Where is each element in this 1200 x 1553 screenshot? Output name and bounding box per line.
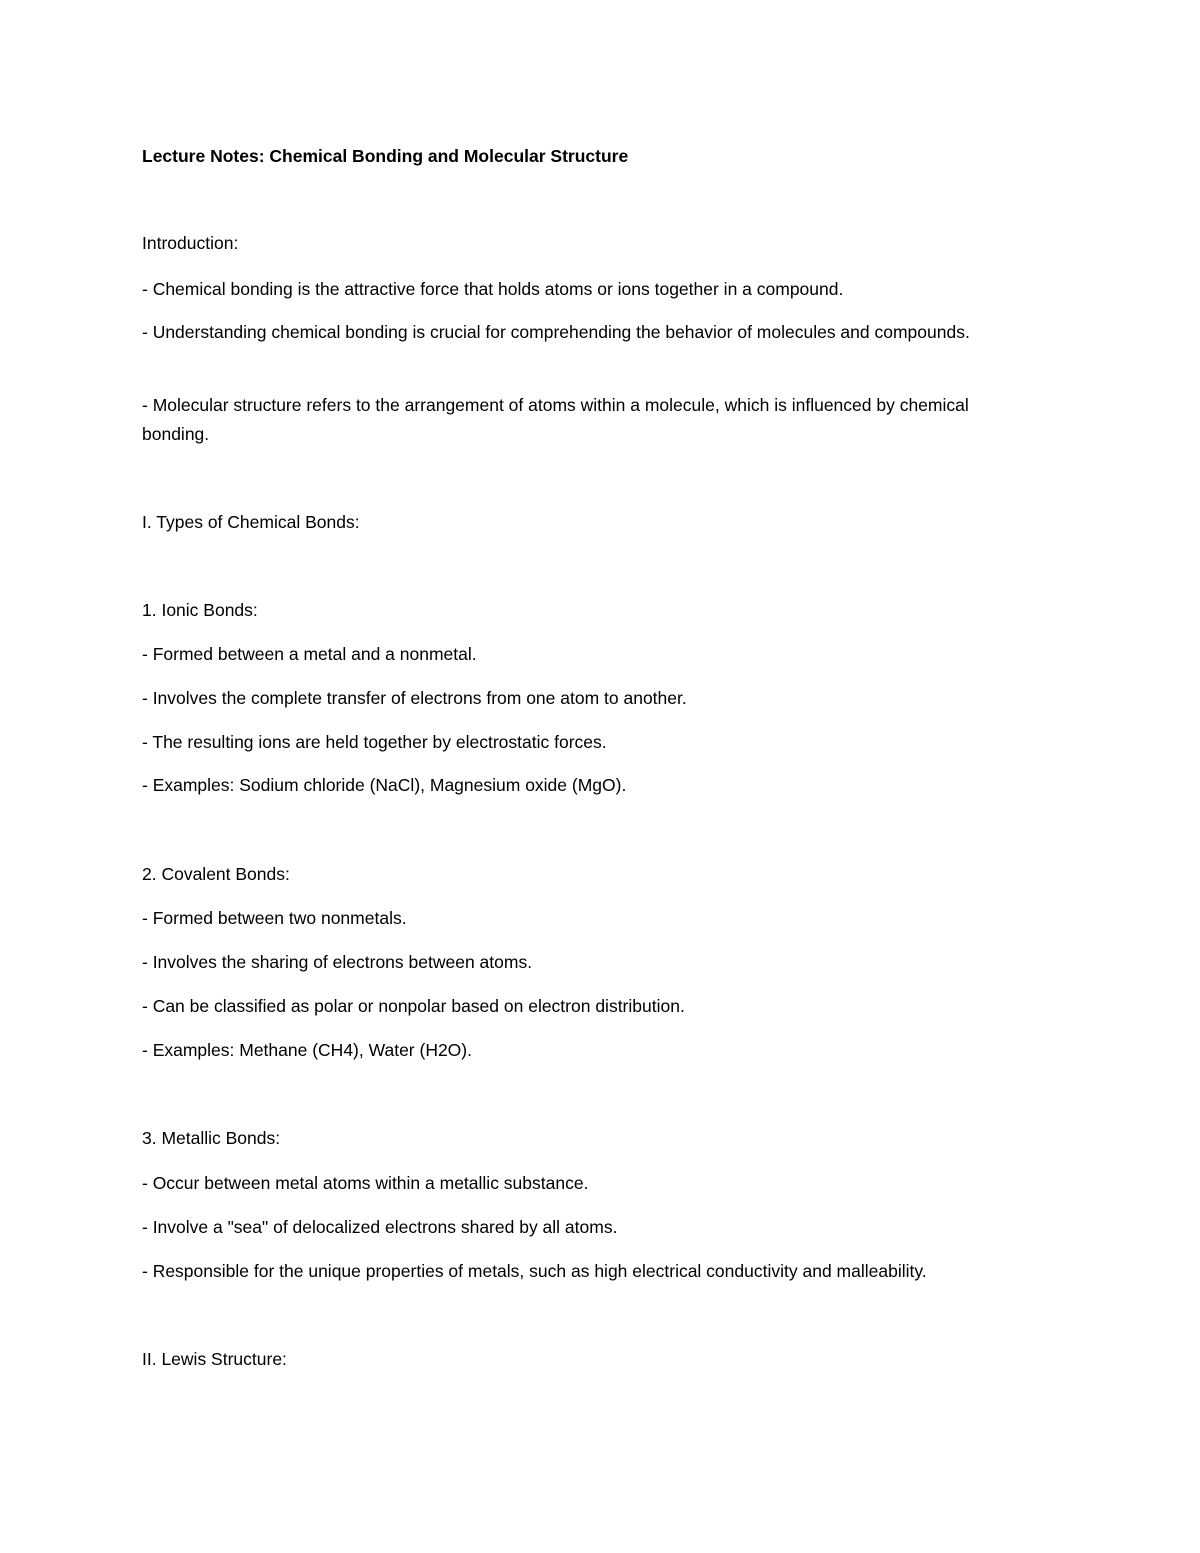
ionic-bonds-item: - Examples: Sodium chloride (NaCl), Magnesium oxide (MgO). <box>142 775 627 795</box>
metallic-bonds-item: - Involve a "sea" of delocalized electrons shared by all atoms. <box>142 1217 618 1237</box>
introduction-item: - Molecular structure refers to the arrangement of atoms within a molecule, which is influenced by chemical bonding. <box>142 395 969 444</box>
introduction-item: - Understanding chemical bonding is crucial for comprehending the behavior of molecules and compounds. <box>142 322 970 342</box>
ionic-bonds-item: - Involves the complete transfer of electrons from one atom to another. <box>142 688 687 708</box>
covalent-bonds-item: - Formed between two nonmetals. <box>142 908 407 928</box>
ionic-bonds-item: - The resulting ions are held together by electrostatic forces. <box>142 732 607 752</box>
ionic-bonds-item: - Formed between a metal and a nonmetal. <box>142 644 477 664</box>
covalent-bonds-heading: 2. Covalent Bonds: <box>142 864 290 884</box>
section-heading-lewis-structure: II. Lewis Structure: <box>142 1349 287 1369</box>
document-title: Lecture Notes: Chemical Bonding and Molecular Structure <box>142 146 629 166</box>
covalent-bonds-item: - Examples: Methane (CH4), Water (H2O). <box>142 1040 472 1060</box>
covalent-bonds-item: - Involves the sharing of electrons between atoms. <box>142 952 533 972</box>
covalent-bonds-item: - Can be classified as polar or nonpolar based on electron distribution. <box>142 996 685 1016</box>
section-heading-types-of-bonds: I. Types of Chemical Bonds: <box>142 512 360 532</box>
metallic-bonds-item: - Responsible for the unique properties of metals, such as high electrical conductivity and malleability. <box>142 1261 927 1281</box>
introduction-heading: Introduction: <box>142 233 239 253</box>
metallic-bonds-item: - Occur between metal atoms within a metallic substance. <box>142 1173 589 1193</box>
metallic-bonds-heading: 3. Metallic Bonds: <box>142 1128 281 1148</box>
introduction-item: - Chemical bonding is the attractive force that holds atoms or ions together in a compound. <box>142 279 844 299</box>
ionic-bonds-heading: 1. Ionic Bonds: <box>142 600 258 620</box>
